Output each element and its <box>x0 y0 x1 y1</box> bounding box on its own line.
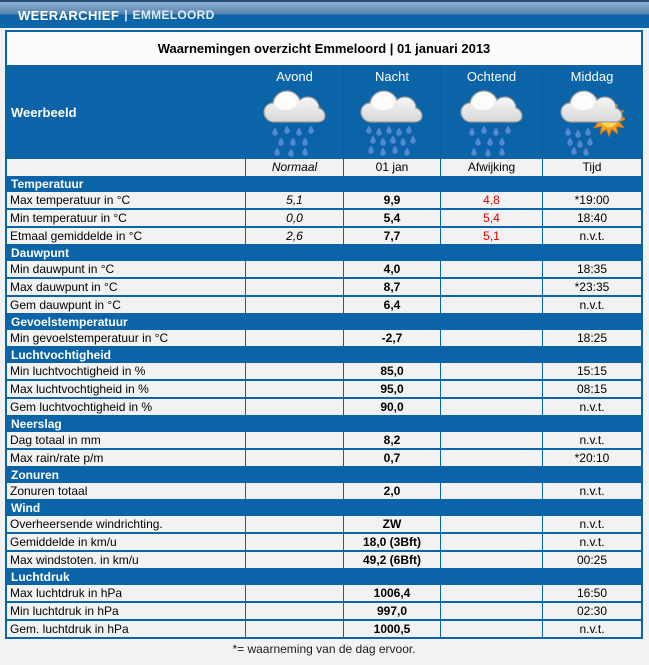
section-header-gevoelstemperatuur: Gevoelstemperatuur <box>7 315 641 330</box>
table-row <box>7 483 641 501</box>
row-label: Min dauwpunt in °C <box>10 262 115 276</box>
footnote: *= waarneming van de dag ervoor. <box>232 642 416 656</box>
cell-tijd: 02:30 <box>542 603 641 619</box>
cell-afwijking <box>440 399 542 415</box>
cell-tijd: 18:40 <box>542 210 641 226</box>
table-row <box>7 399 641 417</box>
cell-value: 90,0 <box>343 399 440 415</box>
cell-normaal <box>245 297 343 313</box>
table-row <box>7 621 641 637</box>
cell-value: 7,7 <box>343 228 440 244</box>
cell-normaal <box>245 279 343 295</box>
cell-tijd: *19:00 <box>542 192 641 208</box>
cell-value: 1000,5 <box>343 621 440 637</box>
cell-afwijking: 5,1 <box>440 228 542 244</box>
column-header-afwijking: Afwijking <box>440 159 542 176</box>
row-label: Min luchtdruk in hPa <box>10 604 119 618</box>
period-column-avond <box>245 66 343 159</box>
cell-value: -2,7 <box>343 330 440 346</box>
period-label: Middag <box>570 69 614 84</box>
row-label: Gem dauwpunt in °C <box>10 298 121 312</box>
topbar <box>0 0 649 28</box>
cell-afwijking <box>440 450 542 466</box>
column-header-row <box>7 159 641 177</box>
table-row <box>7 450 641 468</box>
section-header-zonuren: Zonuren <box>7 468 641 483</box>
period-column-middag <box>542 66 641 159</box>
cell-afwijking <box>440 330 542 346</box>
row-label: Gem luchtvochtigheid in % <box>10 400 153 414</box>
cell-afwijking <box>440 279 542 295</box>
row-label: Max luchtvochtigheid in % <box>10 382 149 396</box>
cell-normaal <box>245 399 343 415</box>
weerbeeld-label: Weerbeeld <box>11 105 77 120</box>
section-header-wind: Wind <box>7 501 641 516</box>
table-row <box>7 192 641 210</box>
table-row <box>7 585 641 603</box>
table-row <box>7 228 641 246</box>
table-row <box>7 210 641 228</box>
period-column-nacht <box>343 66 440 159</box>
cell-tijd: 16:50 <box>542 585 641 601</box>
section-header-luchtdruk: Luchtdruk <box>7 570 641 585</box>
cell-normaal <box>245 261 343 277</box>
table-title: Waarnemingen overzicht Emmeloord | 01 januari 2013 <box>7 32 641 66</box>
table-row <box>7 534 641 552</box>
row-label: Etmaal gemiddelde in °C <box>10 229 143 243</box>
cell-normaal: 0,0 <box>245 210 343 226</box>
cell-tijd: n.v.t. <box>542 483 641 499</box>
cell-tijd: n.v.t. <box>542 432 641 448</box>
column-header-normaal: Normaal <box>245 159 343 176</box>
cell-tijd: 08:15 <box>542 381 641 397</box>
cell-value: 0,7 <box>343 450 440 466</box>
table-row <box>7 552 641 570</box>
cell-normaal <box>245 585 343 601</box>
heavy-rain-cloud-icon <box>359 85 425 157</box>
cell-tijd: n.v.t. <box>542 297 641 313</box>
cell-normaal <box>245 330 343 346</box>
table-row <box>7 330 641 348</box>
cell-value: 85,0 <box>343 363 440 379</box>
cell-afwijking <box>440 297 542 313</box>
rain-cloud-icon <box>459 85 525 157</box>
cell-afwijking <box>440 621 542 637</box>
cell-normaal <box>245 450 343 466</box>
table-row <box>7 297 641 315</box>
cell-value: ZW <box>343 516 440 532</box>
section-header-temperatuur: Temperatuur <box>7 177 641 192</box>
period-label: Avond <box>276 69 313 84</box>
cell-value: 997,0 <box>343 603 440 619</box>
cell-value: 6,4 <box>343 297 440 313</box>
cell-tijd: 18:35 <box>542 261 641 277</box>
cell-tijd: n.v.t. <box>542 399 641 415</box>
period-label: Nacht <box>375 69 409 84</box>
section-header-dauwpunt: Dauwpunt <box>7 246 641 261</box>
topbar-separator: | <box>124 8 128 22</box>
row-label: Overheersende windrichting. <box>10 517 163 531</box>
cell-value: 1006,4 <box>343 585 440 601</box>
cell-afwijking <box>440 585 542 601</box>
cell-afwijking <box>440 363 542 379</box>
cell-normaal <box>245 432 343 448</box>
row-label: Dag totaal in mm <box>10 433 101 447</box>
row-label: Gem. luchtdruk in hPa <box>10 622 129 636</box>
cell-tijd: 15:15 <box>542 363 641 379</box>
cell-normaal <box>245 621 343 637</box>
cell-tijd: *20:10 <box>542 450 641 466</box>
weather-observations-table <box>5 30 643 639</box>
cell-value: 95,0 <box>343 381 440 397</box>
table-row <box>7 363 641 381</box>
cell-value: 2,0 <box>343 483 440 499</box>
column-header-empty <box>7 159 245 176</box>
period-label: Ochtend <box>466 69 517 84</box>
row-label: Gemiddelde in km/u <box>10 535 117 549</box>
sun-rain-cloud-icon <box>559 85 625 157</box>
cell-normaal <box>245 483 343 499</box>
cell-normaal <box>245 516 343 532</box>
cell-tijd: n.v.t. <box>542 228 641 244</box>
row-label: Min gevoelstemperatuur in °C <box>10 331 169 345</box>
cell-tijd: n.v.t. <box>542 534 641 550</box>
cell-normaal <box>245 381 343 397</box>
cell-afwijking: 4,8 <box>440 192 542 208</box>
row-label: Max windstoten. in km/u <box>10 553 139 567</box>
topbar-location: EMMELOORD <box>132 8 215 22</box>
cell-value: 4,0 <box>343 261 440 277</box>
table-row <box>7 432 641 450</box>
column-header-tijd: Tijd <box>542 159 641 176</box>
cell-normaal <box>245 534 343 550</box>
cell-afwijking <box>440 381 542 397</box>
table-row <box>7 516 641 534</box>
row-label: Max dauwpunt in °C <box>10 280 118 294</box>
cell-afwijking <box>440 432 542 448</box>
table-row <box>7 261 641 279</box>
cell-value: 18,0 (3Bft) <box>343 534 440 550</box>
table-row <box>7 279 641 297</box>
weerbeeld-cell <box>7 66 245 159</box>
sections-container <box>7 177 641 637</box>
column-header-01-jan: 01 jan <box>343 159 440 176</box>
cell-value: 49,2 (6Bft) <box>343 552 440 568</box>
cell-tijd: *23:35 <box>542 279 641 295</box>
row-label: Min luchtvochtigheid in % <box>10 364 146 378</box>
cell-afwijking: 5,4 <box>440 210 542 226</box>
row-label: Max rain/rate p/m <box>10 451 104 465</box>
cell-normaal <box>245 552 343 568</box>
cell-normaal: 5,1 <box>245 192 343 208</box>
cell-value: 9,9 <box>343 192 440 208</box>
cell-afwijking <box>440 534 542 550</box>
cell-afwijking <box>440 261 542 277</box>
cell-tijd: 00:25 <box>542 552 641 568</box>
table-row <box>7 603 641 621</box>
table-row <box>7 381 641 399</box>
cell-value: 8,7 <box>343 279 440 295</box>
cell-normaal <box>245 603 343 619</box>
cell-value: 5,4 <box>343 210 440 226</box>
cell-tijd: n.v.t. <box>542 516 641 532</box>
row-label: Min temperatuur in °C <box>10 211 127 225</box>
weerbeeld-section <box>7 66 641 159</box>
row-label: Zonuren totaal <box>10 484 88 498</box>
period-column-ochtend <box>440 66 542 159</box>
section-header-luchtvochtigheid: Luchtvochtigheid <box>7 348 641 363</box>
cell-afwijking <box>440 516 542 532</box>
cell-afwijking <box>440 552 542 568</box>
site-title: WEERARCHIEF <box>18 7 120 23</box>
cell-afwijking <box>440 603 542 619</box>
cell-normaal: 2,6 <box>245 228 343 244</box>
cell-value: 8,2 <box>343 432 440 448</box>
cell-tijd: n.v.t. <box>542 621 641 637</box>
section-header-neerslag: Neerslag <box>7 417 641 432</box>
row-label: Max luchtdruk in hPa <box>10 586 123 600</box>
cell-normaal <box>245 363 343 379</box>
cell-tijd: 18:25 <box>542 330 641 346</box>
row-label: Max temperatuur in °C <box>10 193 131 207</box>
rain-cloud-icon <box>262 85 328 157</box>
cell-afwijking <box>440 483 542 499</box>
